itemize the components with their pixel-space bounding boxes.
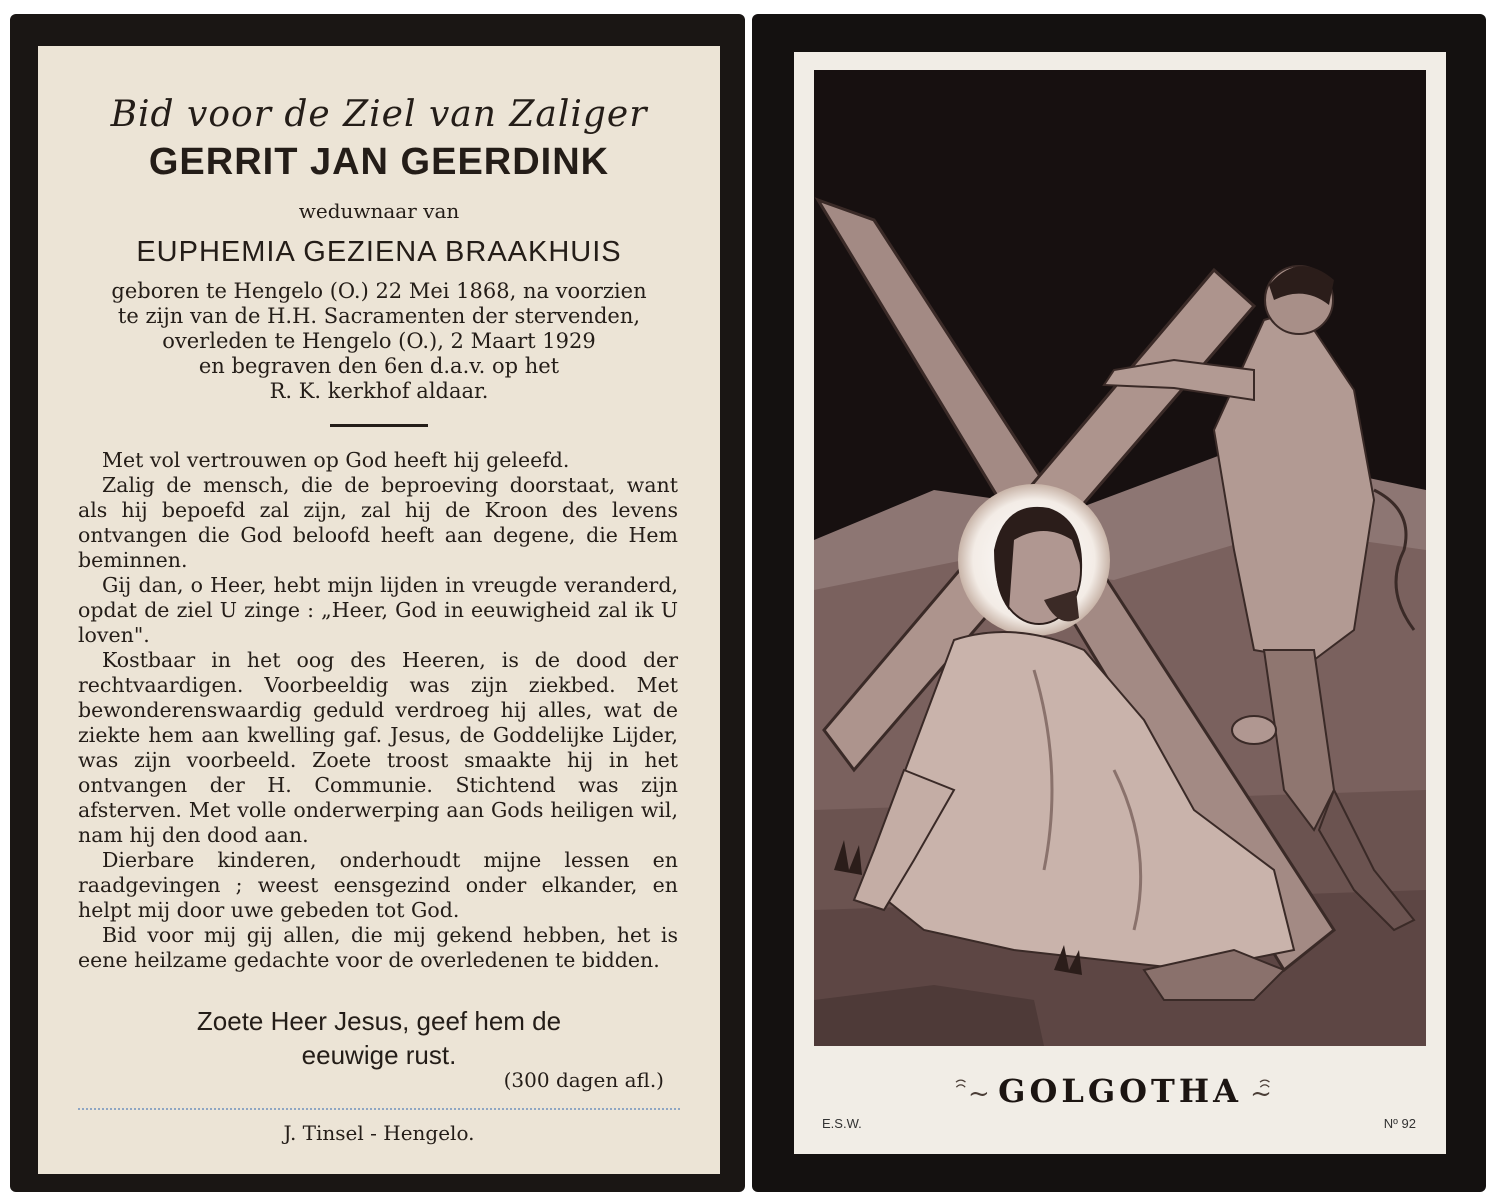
card-text-panel — [38, 46, 720, 1174]
paragraph: Bid voor mij gij allen, die mij gekend hebben, het is eene heilzame gedachte voor de overledenen te bidden. — [78, 923, 678, 972]
divider-rule — [330, 424, 428, 427]
bio-line: en begraven den 6en d.a.v. op het — [198, 354, 560, 378]
closing-prayer — [38, 1004, 720, 1072]
memorial-text — [78, 448, 678, 973]
indulgence-note: (300 dagen afl.) — [503, 1068, 664, 1092]
relation-text: weduwnaar van — [298, 199, 460, 223]
flourish-left-icon: ꩰ~ — [968, 1079, 999, 1109]
image-caption — [814, 1072, 1426, 1115]
caption-panel — [814, 1054, 1426, 1142]
flourish-right-icon: ~ꩰ — [1241, 1079, 1272, 1109]
publisher-mark: E.S.W. — [822, 1116, 862, 1131]
bio-line: geboren te Hengelo (O.) 22 Mei 1868, na voorzien — [111, 279, 647, 303]
caption-title: GOLGOTHA — [998, 1072, 1242, 1110]
paragraph: Met vol vertrouwen op God heeft hij geleefd. — [102, 448, 570, 472]
paragraph: Dierbare kinderen, onderhoudt mijne lessen en raadgevingen ; weest eensgezind onder elkander, en helpt mij door uwe gebeden tot God. — [78, 848, 678, 922]
bio-line: te zijn van de H.H. Sacramenten der stervenden, — [117, 304, 641, 328]
prayer-line: Zoete Heer Jesus, geef hem de — [196, 1006, 562, 1036]
card-text-block — [38, 46, 720, 1174]
biography — [74, 279, 684, 404]
card-heading: Bid voor de Ziel van Zaliger — [110, 94, 648, 135]
paragraph: Gij dan, o Heer, hebt mijn lijden in vreugde veranderd, opdat de ziel U zinge : „Heer, God in eeuwigheid zal ik U loven". — [78, 573, 678, 647]
illustration-frame — [814, 70, 1426, 1046]
spouse-name: EUPHEMIA GEZIENA BRAAKHUIS — [136, 236, 622, 268]
bottom-dotted-rule — [78, 1108, 680, 1110]
card-number: Nº 92 — [1383, 1116, 1416, 1131]
memorial-card-text-side — [10, 14, 745, 1192]
bio-line: overleden te Hengelo (O.), 2 Maart 1929 — [162, 329, 596, 353]
paragraph: Zalig de mensch, die de beproeving doorstaat, want als hij bepoefd zal zijn, zal hij de Kroon des levens ontvangen die God beloofd heeft aan degene, die Hem beminnen. — [78, 473, 678, 572]
deceased-name: GERRIT JAN GEERDINK — [148, 141, 610, 183]
prayer-line: eeuwige rust. — [301, 1040, 457, 1070]
paragraph: Kostbaar in het oog des Heeren, is de dood der rechtvaardigen. Voorbeeldig was zijn ziekbed. Met bewonderenswaardig geduld verdroeg hij alles, wat de ziekte hem aan kwelling gaf. Jesus, de Goddelijke Lijder, was zijn voorbeeld. Zoete troost smaakte hij in het ontvangen der H. Communie. Stichtend was zijn afsterven. Met volle onderwerping aan Gods heiligen wil, nam hij den dood aan. — [78, 648, 678, 847]
golgotha-illustration — [814, 70, 1426, 1046]
printer-credit: J. Tinsel - Hengelo. — [283, 1121, 475, 1145]
memorial-card-image-side — [752, 14, 1486, 1192]
bio-line: R. K. kerkhof aldaar. — [269, 379, 489, 403]
